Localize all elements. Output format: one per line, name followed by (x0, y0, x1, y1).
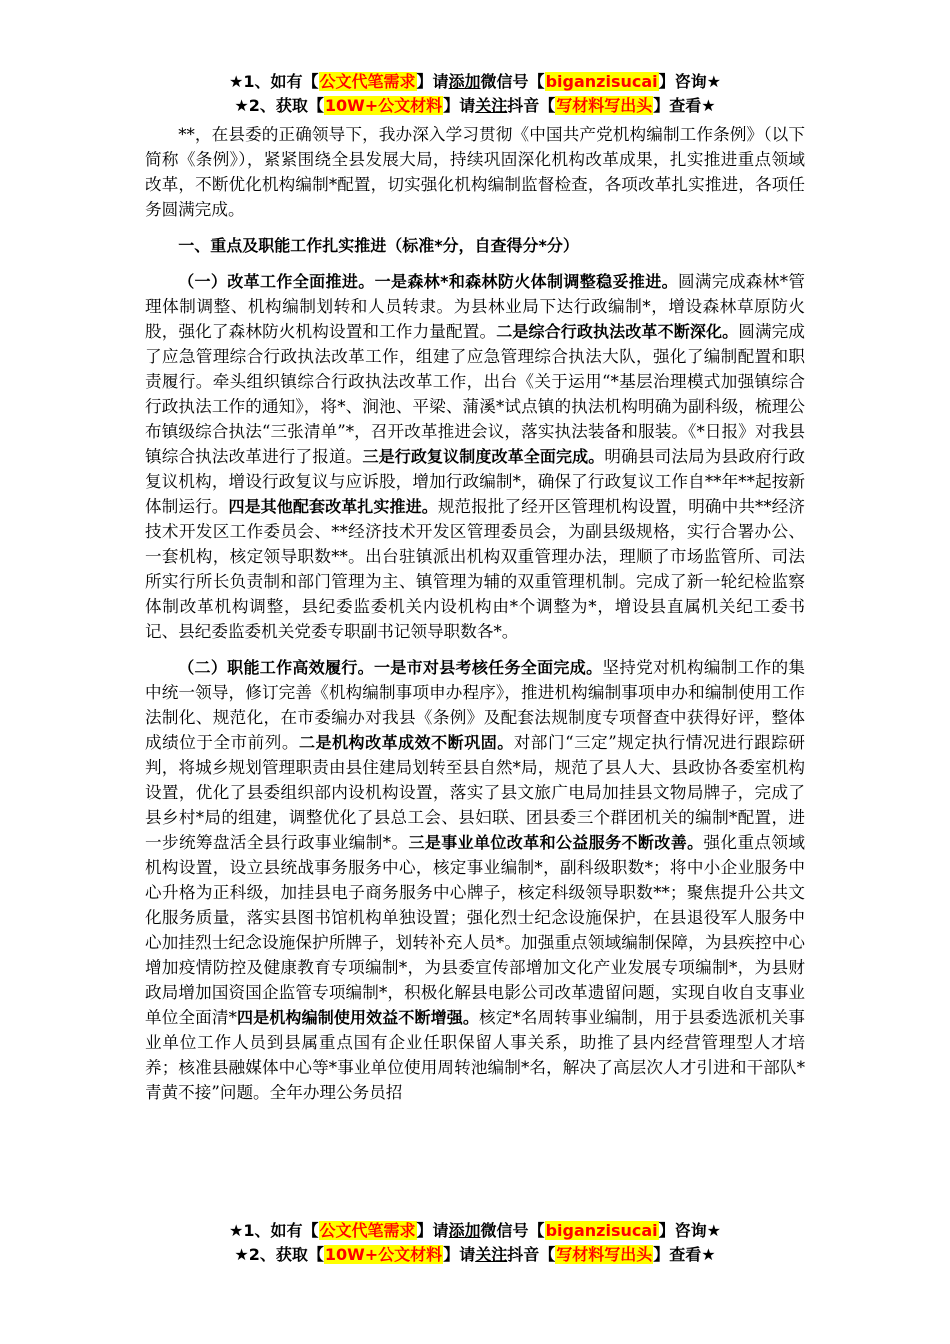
banner-highlight: 写材料写出头 (556, 96, 653, 115)
banner-highlight: biganzisucai (545, 72, 658, 91)
paragraph-reform (145, 269, 805, 644)
paragraph-text: 圆满完成了应急管理综合行政执法改革工作，组建了应急管理综合执法大队，强化了编制配置和职责履行。牵头组织镇综合行政执法改革工作，出台《关于运用“*基层治理模式加强镇综合行政执法工作的通知》，将*、涧池、平梁、蒲溪*试点镇的执法机构明确为副科级，梳理公布镇级综合执法“三张清单”*，召开改革推进会议，落实执法装备和服装。《*日报》对我县镇综合执法改革进行了报道。 (145, 322, 806, 466)
document-body (145, 122, 805, 1105)
banner-text: 微信号【 (480, 72, 545, 91)
banner-highlight: 10W+公文材料 (324, 1245, 443, 1264)
paragraph-text: 强化重点领域机构设置，设立县统战事务服务中心，核定事业编制*，副科级职数*；将中小企业服务中心升格为正科级，加挂县电子商务服务中心牌子，核定科级领导职数**；聚焦提升公共文化服务质量，落实县图书馆机构单独设置；强化烈士纪念设施保护，在县退役军人服务中心加挂烈士纪念设施保护所牌子，划转补充人员*。加强重点领域编制保障，为县疾控中心增加疫情防控及健康教育专项编制*，为县委宣传部增加文化产业发展专项编制*，为县财政局增加国资国企监管专项编制*，积极化解县电影公司改革遗留问题，实现自收自支事业单位全面清* (145, 833, 805, 1027)
banner-text: 抖音【 (507, 1245, 556, 1264)
paragraph-text: 对部门“三定”规定执行情况进行跟踪研判，将城乡规划管理职责由县住建局划转至县自然*局，规范了县人大、县政协各委室机构设置，优化了县委组织部内设机构设置，落实了县文旅广电局加挂县文物局牌子，完成了县乡村*局的组建，调整优化了县总工会、县妇联、团县委三个群团机关的编制*配置，进一步统筹盘活全县行政事业编制*。 (145, 733, 805, 852)
banner-text: ★2、获取【 (234, 1245, 324, 1264)
banner-underline: 添加 (448, 72, 481, 91)
subsection-heading: （一）改革工作全面推进。 (178, 272, 375, 291)
paragraph-text: 明确县司法局为县政府行政复议机构，增设行政复议与应诉股，增加行政编制*，确保了行政复议工作自**年**起按新体制运行。 (145, 447, 805, 516)
paragraph-functions (145, 655, 805, 1105)
banner-text: 】请 (443, 1245, 476, 1264)
bold-point: 四是其他配套改革扎实推进。 (228, 497, 438, 516)
banner-text: 】查看★ (653, 96, 716, 115)
banner-text: ★1、如有【 (229, 1221, 319, 1240)
banner-highlight: 10W+公文材料 (324, 96, 443, 115)
section-1-heading: 一、重点及职能工作扎实推进（标准*分，自查得分*分） (178, 236, 579, 255)
bold-point: 一是市对县考核任务全面完成。 (373, 658, 603, 677)
banner-highlight: biganzisucai (545, 1221, 658, 1240)
banner-text: 】咨询★ (658, 1221, 721, 1240)
banner-text: ★1、如有【 (229, 72, 319, 91)
banner-highlight: 写材料写出头 (556, 1245, 653, 1264)
banner-text: 抖音【 (507, 96, 556, 115)
banner-text: 】请 (416, 72, 449, 91)
bold-point: 三是行政复议制度改革全面完成。 (362, 447, 605, 466)
paragraph-text: 坚持党对机构编制工作的集中统一领导，修订完善《机构编制事项申办程序》，推进机构编制事项申办和编制使用工作法制化、规范化，在市委编办对我县《条例》及配套法规制度专项督查中获得好评，整体成绩位于全市前列。 (145, 658, 805, 752)
top-banner-line-1 (100, 70, 850, 94)
banner-highlight: 公文代笔需求 (319, 72, 416, 91)
bold-point: 三是事业单位改革和公益服务不断改善。 (408, 833, 704, 852)
paragraph-text: 核定*名周转事业编制，用于县委选派机关事业单位工作人员到县属重点国有企业任职保留人事关系，助推了县内经营管理型人才培养；核准县融媒体中心等*事业单位使用周转池编制*名，解决了高层次人才引进和干部队*青黄不接”问题。全年办理公务员招 (145, 1008, 806, 1102)
banner-underline: 关注 (475, 1245, 508, 1264)
banner-text: 】查看★ (653, 1245, 716, 1264)
top-banner-line-2 (100, 94, 850, 118)
bold-point: 四是机构编制使用效益不断增强。 (236, 1008, 479, 1027)
paragraph-text: 圆满完成森林*管理体制调整、机构编制划转和人员转隶。为县林业局下达行政编制*，增设森林草原防火股，强化了森林防火机构设置和工作力量配置。 (145, 272, 805, 341)
banner-text: 】请 (443, 96, 476, 115)
bold-point: 二是机构改革成效不断巩固。 (299, 733, 514, 752)
banner-text: 】咨询★ (658, 72, 721, 91)
banner-text: 】请 (416, 1221, 449, 1240)
intro-paragraph: **，在县委的正确领导下，我办深入学习贯彻《中国共产党机构编制工作条例》（以下简称《条例》），紧紧围绕全县发展大局，持续巩固深化机构改革成果，扎实推进重点领域改革，不断优化机构编制*配置，切实强化机构编制监督检查，各项改革扎实推进，各项任务圆满完成。 (145, 125, 805, 219)
banner-text: 微信号【 (480, 1221, 545, 1240)
banner-underline: 关注 (475, 96, 508, 115)
bold-point: 一是森林*和森林防火体制调整稳妥推进。 (374, 272, 678, 291)
section-heading (145, 233, 805, 258)
banner-underline: 添加 (448, 1221, 481, 1240)
subsection-heading: （二）职能工作高效履行。 (178, 658, 374, 677)
banner-highlight: 公文代笔需求 (319, 1221, 416, 1240)
banner-text: ★2、获取【 (234, 96, 324, 115)
bold-point: 二是综合行政执法改革不断深化。 (496, 322, 739, 341)
bottom-banner-line-1 (100, 1219, 850, 1243)
paragraph-text: 规范报批了经开区管理机构设置，明确中共**经济技术开发区工作委员会、**经济技术开发区管理委员会，为副县级规格，实行合署办公、一套机构，核定领导职数**。出台驻镇派出机构双重管理办法，理顺了市场监管所、司法所实行所长负责制和部门管理为主、镇管理为辅的双重管理机制。完成了新一轮纪检监察体制改革机构调整，县纪委监委机关内设机构由*个调整为*，增设县直属机关纪工委书记、县纪委监委机关党委专职副书记领导职数各*。 (145, 497, 806, 641)
bottom-banner-line-2 (100, 1243, 850, 1267)
